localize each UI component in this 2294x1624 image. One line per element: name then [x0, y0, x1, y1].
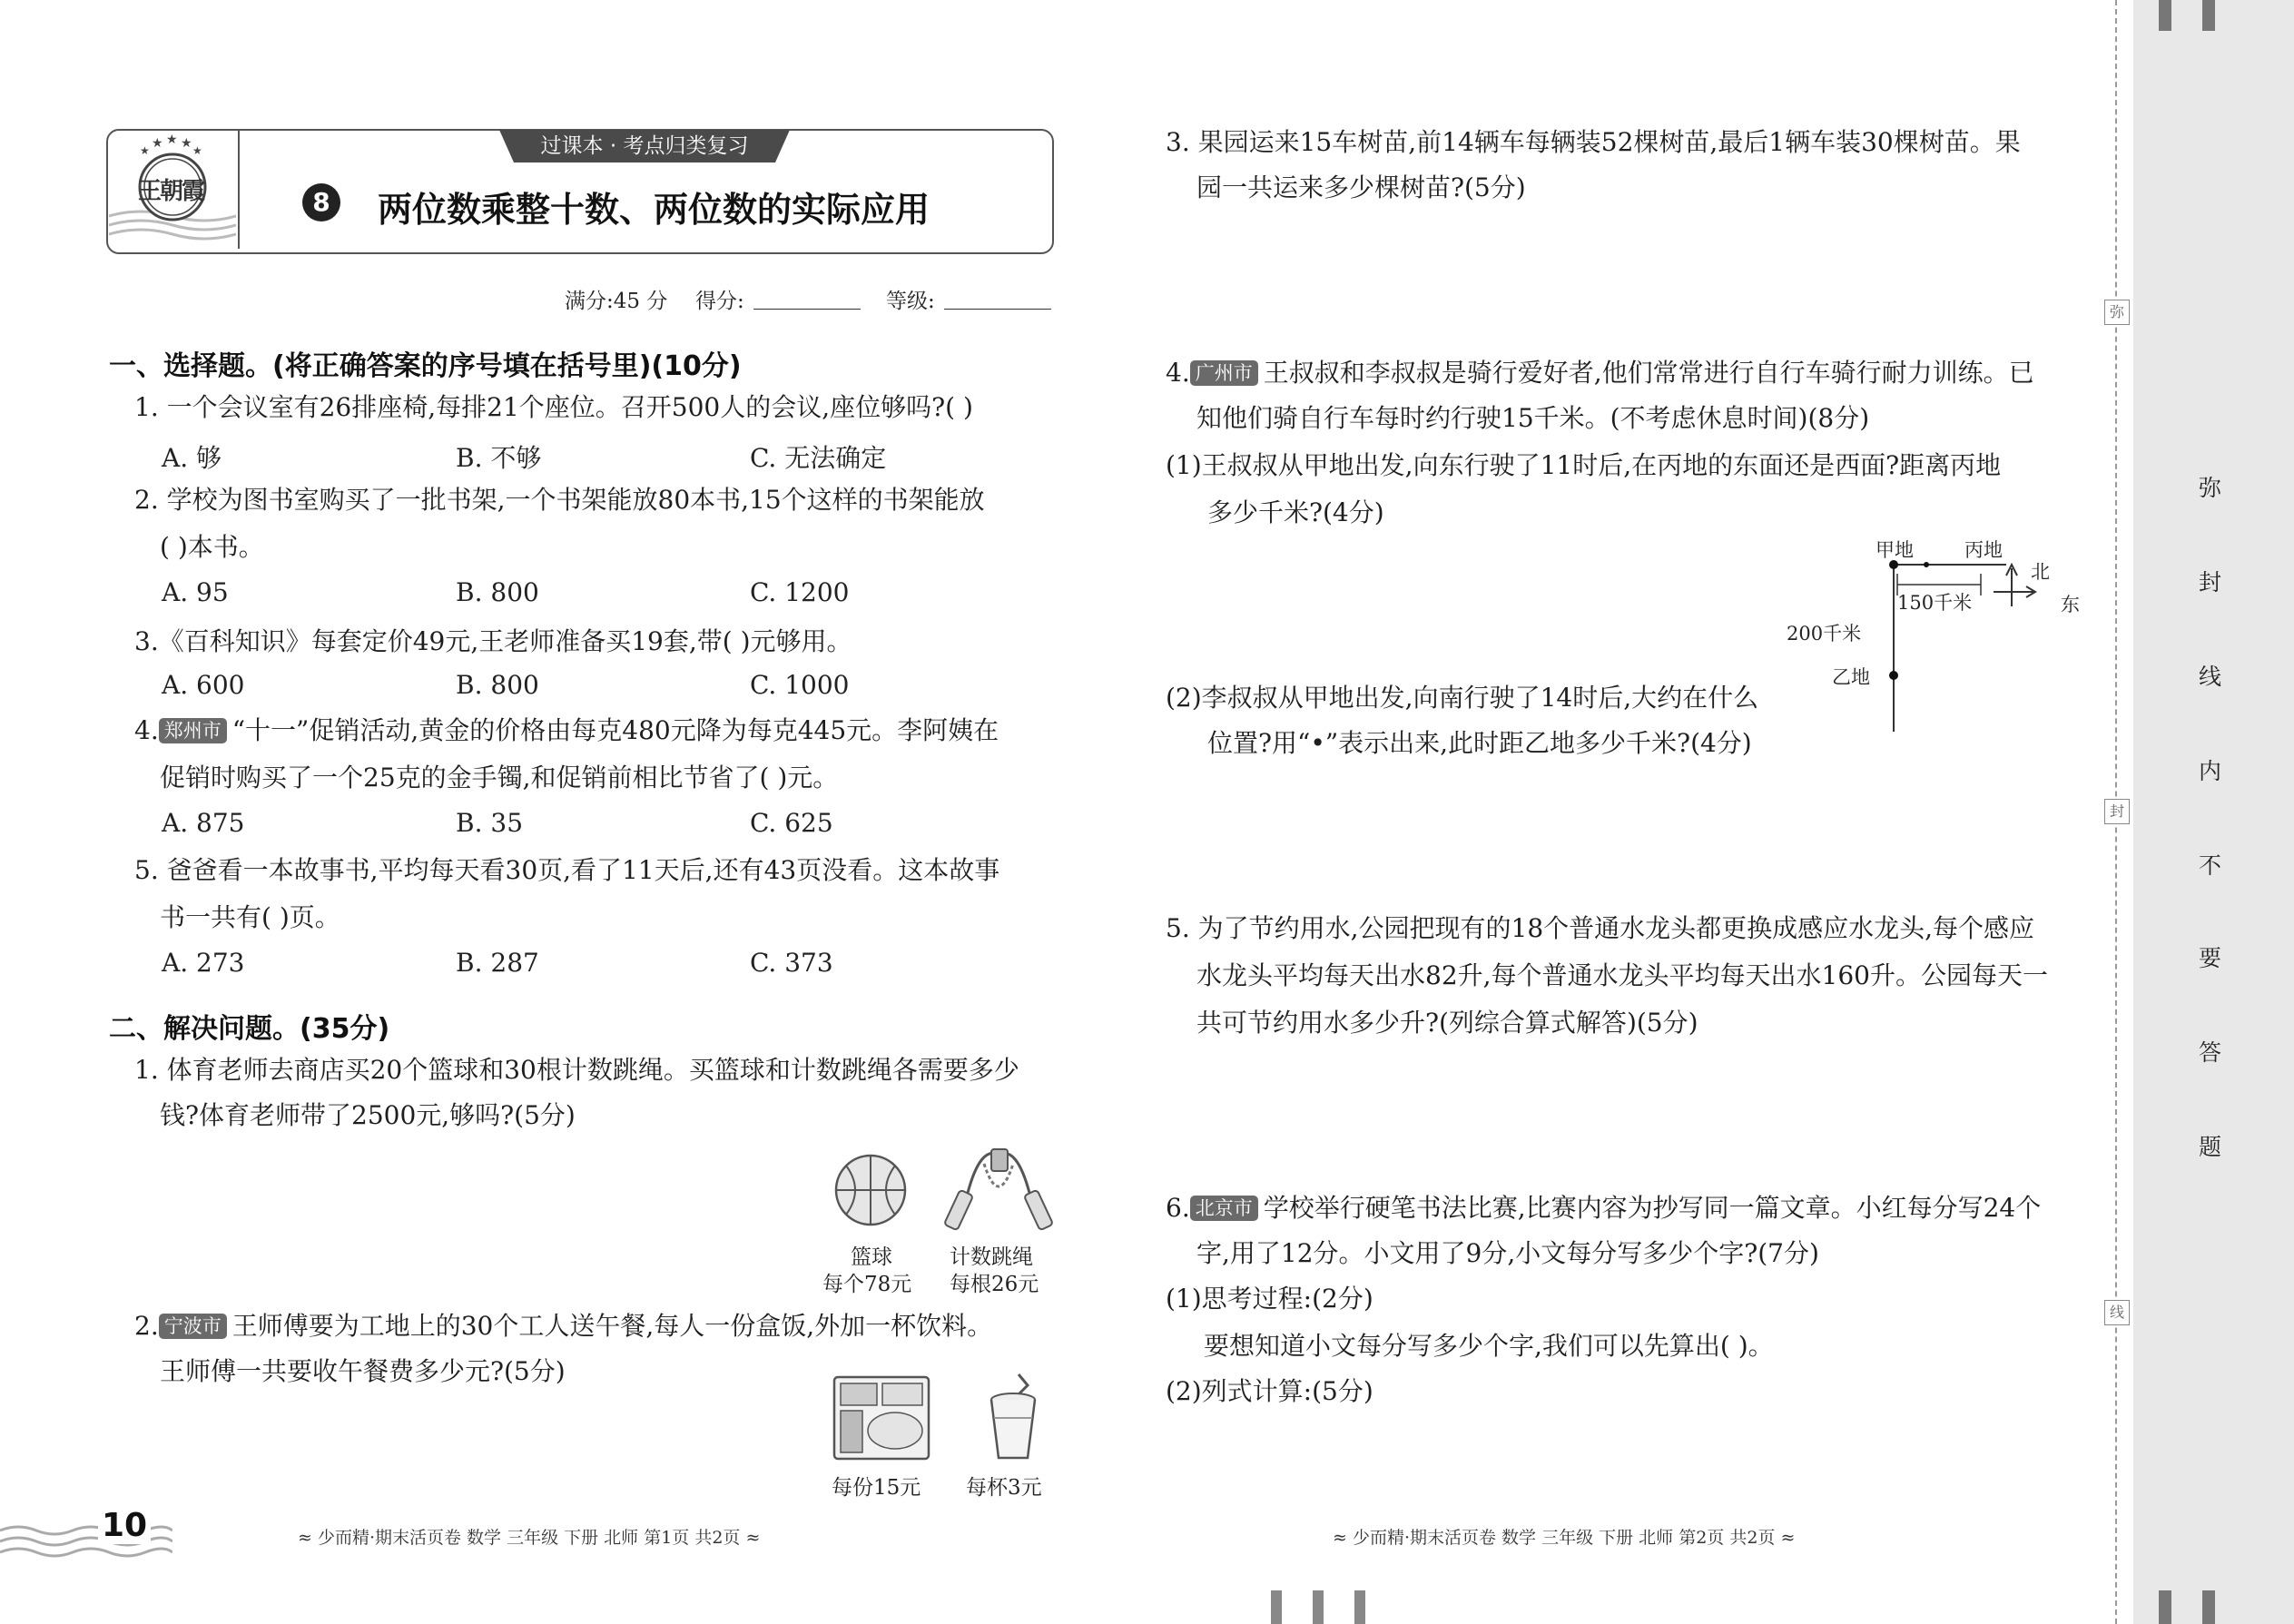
question-3: 3.《百科知识》每套定价49元,王老师准备买19套,带( )元够用。 [134, 626, 852, 656]
lunch-box-icon [832, 1374, 931, 1462]
header-banner-text: 过课本 · 考点归类复习 [540, 134, 749, 158]
svg-text:★: ★ [140, 144, 150, 157]
map-label-jia: 甲地 [1876, 539, 1914, 561]
problem-6-sub1: (1)思考过程:(2分) [1166, 1284, 1373, 1314]
grade-label: 等级: [886, 290, 935, 313]
grade-blank[interactable] [944, 309, 1051, 310]
problem-4-sub2-line2: 位置?用“•”表示出来,此时距乙地多少千米?(4分) [1207, 728, 1752, 758]
registration-mark [2159, 1590, 2171, 1624]
jump-rope-label: 计数跳绳 [950, 1245, 1033, 1269]
registration-mark [2202, 1590, 2215, 1624]
binding-mark-xian: 线 [2104, 1300, 2130, 1325]
problem-4 [1166, 356, 2034, 390]
footer-right: ≈ 少而精·期末活页卷 数学 三年级 下册 北师 第2页 共2页 ≈ [1333, 1528, 1796, 1548]
problem-5-line2: 水龙头平均每天出水82升,每个普通水龙头平均每天出水160升。公园每天一 [1196, 960, 2048, 990]
map-label-bing: 丙地 [1964, 539, 2003, 561]
problem-4-sub1-line2: 多少千米?(4分) [1207, 497, 1384, 527]
problem-6-sub2: (2)列式计算:(5分) [1166, 1376, 1373, 1406]
basketball-label: 篮球 [851, 1245, 892, 1269]
city-tag-beijing: 北京市 [1190, 1196, 1258, 1221]
logo-text: 王朝霞 [138, 178, 204, 205]
q4-text: “十一”促销活动,黄金的价格由每克480元降为每克445元。李阿姨在 [231, 715, 999, 745]
map-distance-south: 200千米 [1787, 623, 1862, 645]
problem-4-line2: 知他们骑自行车每时约行驶15千米。(不考虑休息时间)(8分) [1196, 403, 1870, 433]
question-4 [134, 714, 999, 748]
q1-option-b[interactable]: B. 不够 [456, 443, 542, 473]
question-2: 2. 学校为图书室购买了一批书架,一个书架能放80本书,15个这样的书架能放 [134, 485, 985, 515]
city-tag-ningbo: 宁波市 [159, 1314, 227, 1339]
q3-option-b[interactable]: B. 800 [456, 670, 539, 700]
p2-text: 王师傅要为工地上的30个工人送午餐,每人一份盒饭,外加一杯饮料。 [231, 1311, 993, 1341]
drink-price: 每杯3元 [966, 1476, 1042, 1500]
p6-number: 6. [1166, 1193, 1190, 1223]
p2-number: 2. [134, 1311, 159, 1341]
full-score: 满分:45 分 [565, 290, 668, 313]
p4-text: 王叔叔和李叔叔是骑行爱好者,他们常常进行自行车骑行耐力训练。已 [1263, 358, 2034, 388]
problem-6 [1166, 1191, 2041, 1225]
problem-6-sub1-text: 要想知道小文每分写多少个字,我们可以先算出( )。 [1204, 1331, 1774, 1361]
q1-option-c[interactable]: C. 无法确定 [750, 443, 887, 473]
section2-heading: 二、解决问题。(35分) [109, 1013, 390, 1045]
q4-option-b[interactable]: B. 35 [456, 808, 524, 838]
problem-1-line2: 钱?体育老师带了2500元,够吗?(5分) [160, 1100, 576, 1130]
registration-mark [1313, 1590, 1324, 1624]
margin-text-char: 答 [2199, 1039, 2222, 1066]
margin-text-char: 不 [2199, 852, 2222, 879]
score-blank[interactable] [753, 309, 861, 310]
city-tag-guangzhou: 广州市 [1190, 360, 1258, 386]
problem-6-line2: 字,用了12分。小文用了9分,小文每分写多少个字?(7分) [1196, 1238, 1819, 1268]
basketball-icon [833, 1153, 908, 1227]
q1-option-a[interactable]: A. 够 [162, 443, 222, 473]
problem-3: 3. 果园运来15车树苗,前14辆车每辆装52棵树苗,最后1辆车装30棵树苗。果 [1166, 127, 2021, 157]
jump-rope-icon [944, 1146, 1053, 1233]
q5-option-b[interactable]: B. 287 [456, 948, 539, 978]
registration-mark [1354, 1590, 1365, 1624]
margin-text-char: 要 [2199, 945, 2222, 971]
registration-mark [1271, 1590, 1282, 1624]
svg-text:★: ★ [192, 144, 202, 157]
section1-heading: 一、选择题。(将正确答案的序号填在括号里)(10分) [109, 350, 742, 382]
q4-number: 4. [134, 715, 159, 745]
registration-mark [2159, 0, 2171, 31]
svg-text:★: ★ [166, 133, 178, 147]
score-label: 得分: [695, 290, 744, 313]
problem-2 [134, 1309, 992, 1343]
question-5-line2: 书一共有( )页。 [160, 902, 340, 932]
lesson-number: 8 [312, 187, 330, 217]
binding-strip [2133, 0, 2294, 1624]
registration-mark [2202, 0, 2215, 31]
problem-5: 5. 为了节约用水,公园把现有的18个普通水龙头都更换成感应水龙头,每个感应 [1166, 913, 2035, 943]
problem-4-sub1: (1)王叔叔从甲地出发,向东行驶了11时后,在丙地的东面还是西面?距离丙地 [1166, 450, 2002, 480]
svg-text:★: ★ [181, 136, 192, 151]
p4-number: 4. [1166, 358, 1190, 388]
map-distance-east: 150千米 [1897, 592, 1973, 614]
question-5: 5. 爸爸看一本故事书,平均每天看30页,看了11天后,还有43页没看。这本故事 [134, 855, 1000, 885]
q3-option-a[interactable]: A. 600 [162, 670, 245, 700]
p6-text: 学校举行硬笔书法比赛,比赛内容为抄写同一篇文章。小红每分写24个 [1263, 1193, 2042, 1223]
map-label-yi: 乙地 [1832, 666, 1870, 688]
q3-option-c[interactable]: C. 1000 [750, 670, 850, 700]
margin-text-char: 题 [2199, 1134, 2222, 1160]
binding-mark-mi: 弥 [2104, 300, 2130, 325]
problem-2-line2: 王师傅一共要收午餐费多少元?(5分) [160, 1356, 566, 1386]
compass-east: 东 [2061, 594, 2080, 615]
header-divider [238, 131, 240, 249]
margin-text-char: 封 [2199, 569, 2222, 595]
margin-text-char: 内 [2199, 758, 2222, 784]
page-number: 10 [98, 1507, 151, 1544]
footer-left: ≈ 少而精·期末活页卷 数学 三年级 下册 北师 第1页 共2页 ≈ [298, 1528, 761, 1548]
q2-option-a[interactable]: A. 95 [162, 577, 229, 607]
drink-cup-icon [977, 1373, 1049, 1463]
q5-option-a[interactable]: A. 273 [162, 948, 245, 978]
question-2-line2: ( )本书。 [160, 532, 264, 562]
compass-north: 北 [2031, 561, 2050, 583]
page-title: 两位数乘整十数、两位数的实际应用 [378, 190, 930, 230]
q2-option-b[interactable]: B. 800 [456, 577, 539, 607]
problem-3-line2: 园一共运来多少棵树苗?(5分) [1196, 172, 1526, 202]
basketball-price: 每个78元 [822, 1273, 912, 1296]
jump-rope-price: 每根26元 [950, 1273, 1039, 1296]
margin-text-char: 线 [2199, 664, 2222, 690]
q4-option-c[interactable]: C. 625 [750, 808, 833, 838]
problem-5-line3: 共可节约用水多少升?(列综合算式解答)(5分) [1196, 1008, 1698, 1038]
question-1: 1. 一个会议室有26排座椅,每排21个座位。召开500人的会议,座位够吗?( ) [134, 392, 973, 422]
margin-text-char: 弥 [2199, 475, 2222, 501]
problem-1: 1. 体育老师去商店买20个篮球和30根计数跳绳。买篮球和计数跳绳各需要多少 [134, 1055, 1019, 1085]
problem-4-sub2: (2)李叔叔从甲地出发,向南行驶了14时后,大约在什么 [1166, 683, 1759, 713]
q2-option-c[interactable]: C. 1200 [750, 577, 850, 607]
binding-mark-feng: 封 [2104, 799, 2130, 824]
q4-option-a[interactable]: A. 875 [162, 808, 245, 838]
q5-option-c[interactable]: C. 373 [750, 948, 833, 978]
city-tag-zhengzhou: 郑州市 [159, 718, 227, 743]
question-4-line2: 促销时购买了一个25克的金手镯,和促销前相比节省了( )元。 [160, 763, 839, 792]
svg-text:★: ★ [152, 136, 163, 151]
lunch-price: 每份15元 [832, 1476, 921, 1500]
